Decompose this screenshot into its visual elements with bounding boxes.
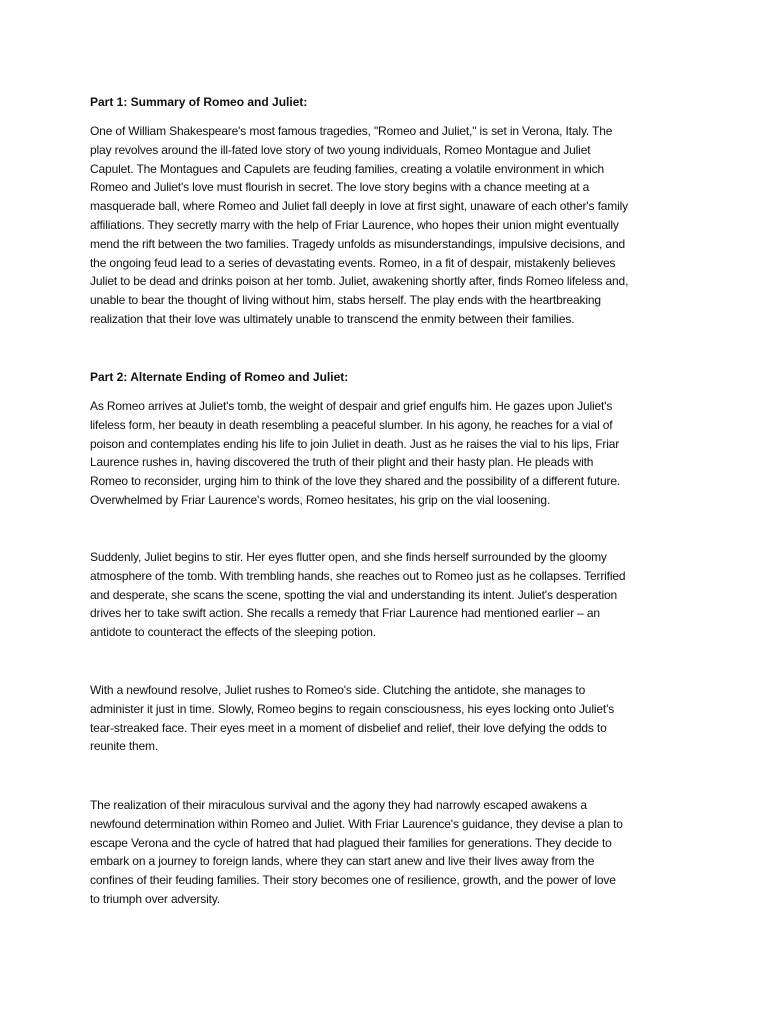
text-line: Romeo and Juliet's love must flourish in secret. The love story begins with a chance meeting at a (90, 180, 590, 195)
text-line: tear-streaked face. Their eyes meet in a moment of disbelief and relief, their love defying the odds to (90, 720, 607, 735)
text-line: unable to bear the thought of living without him, stabs herself. The play ends with the heartbreaking (90, 293, 601, 308)
text-line: to triumph over adversity. (90, 891, 220, 906)
text-line: atmosphere of the tomb. With trembling hands, she reaches out to Romeo just as he collapses. Terrified (90, 568, 626, 583)
text-line: confines of their feuding families. Their story becomes one of resilience, growth, and the power of love (90, 873, 616, 888)
text-line: lifeless form, her beauty in death resembling a peaceful slumber. In his agony, he reaches for a vial of (90, 417, 613, 432)
part1-summary-paragraph (90, 122, 690, 329)
text-line: The realization of their miraculous survival and the agony they had narrowly escaped awakens a (90, 798, 587, 812)
text-line: reunite them. (90, 739, 159, 754)
text-line: Juliet to be dead and drinks poison at her tomb. Juliet, awakening shortly after, finds Romeo lifeless and, (90, 274, 629, 289)
text-line: the ongoing feud lead to a series of devastating events. Romeo, in a fit of despair, mistakenly believes (90, 255, 616, 270)
text-line: affiliations. They secretly marry with the help of Friar Laurence, who hopes their union might eventually (90, 217, 619, 232)
text-line: antidote to counteract the effects of the sleeping potion. (90, 625, 376, 640)
text-line: Overwhelmed by Friar Laurence's words, Romeo hesitates, his grip on the vial loosening. (90, 492, 551, 507)
part2-heading: Part 2: Alternate Ending of Romeo and Juliet: (90, 370, 349, 384)
part2-paragraph-2 (90, 548, 690, 642)
text-line: mend the rift between the two families. Tragedy unfolds as misunderstandings, impulsive decisions, and (90, 236, 625, 251)
text-line: Laurence rushes in, having discovered the truth of their plight and their hasty plan. He pleads with (90, 455, 594, 470)
text-line: play revolves around the ill-fated love story of two young individuals, Romeo Montague and Juliet (90, 142, 591, 157)
text-line: masquerade ball, where Romeo and Juliet fall deeply in love at first sight, unaware of each other's family (90, 199, 629, 214)
text-line: As Romeo arrives at Juliet's tomb, the weight of despair and grief engulfs him. He gazes upon Juliet's (90, 399, 613, 413)
text-line: and desperate, she scans the scene, spotting the vial and understanding its intent. Juliet's desperation (90, 587, 618, 602)
document-page (90, 0, 690, 1024)
text-line: drives her to take swift action. She recalls a remedy that Friar Laurence had mentioned earlier – an (90, 606, 600, 621)
text-line: With a newfound resolve, Juliet rushes to Romeo's side. Clutching the antidote, she manages to (90, 683, 586, 697)
text-line: administer it just in time. Slowly, Romeo begins to regain consciousness, his eyes locking onto Juliet's (90, 701, 615, 716)
text-line: newfound determination within Romeo and Juliet. With Friar Laurence's guidance, they devise a plan to (90, 816, 623, 831)
text-line: embark on a journey to foreign lands, where they can start anew and live their lives away from the (90, 854, 595, 869)
part2-paragraph-4 (90, 796, 690, 909)
text-line: Capulet. The Montagues and Capulets are feuding families, creating a volatile environment in which (90, 161, 605, 176)
text-line: Suddenly, Juliet begins to stir. Her eyes flutter open, and she finds herself surrounded by the gloomy (90, 550, 607, 564)
part1-heading: Part 1: Summary of Romeo and Juliet: (90, 95, 308, 109)
text-line: One of William Shakespeare's most famous tragedies, "Romeo and Juliet," is set in Verona, Italy. The (90, 124, 613, 138)
part2-paragraph-3 (90, 681, 690, 756)
text-line: escape Verona and the cycle of hatred that had plagued their families for generations. They decide to (90, 835, 612, 850)
text-line: realization that their love was ultimately unable to transcend the enmity between their families. (90, 311, 575, 326)
part2-paragraph-1 (90, 397, 690, 510)
text-line: Romeo to reconsider, urging him to think of the love they shared and the possibility of a different future. (90, 474, 621, 489)
text-line: poison and contemplates ending his life to join Juliet in death. Just as he raises the vial to his lips, Friar (90, 436, 620, 451)
